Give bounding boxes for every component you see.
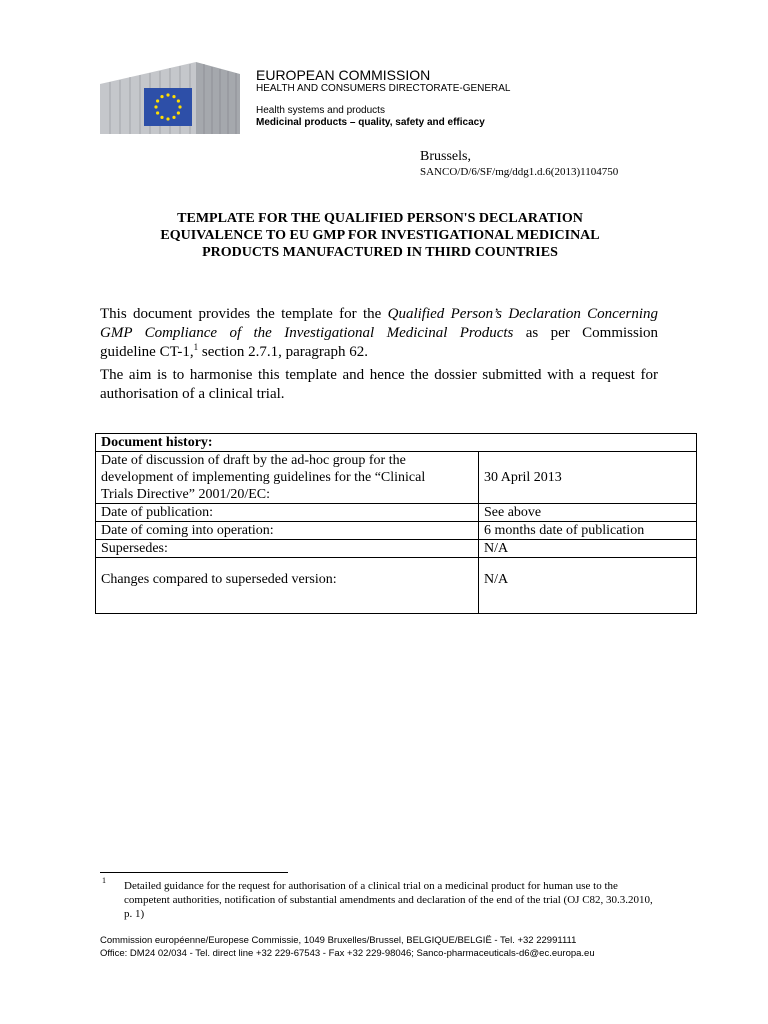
guideline-ref: guideline CT-1, — [100, 344, 194, 360]
document-reference: SANCO/D/6/SF/mg/ddg1.d.6(2013)1104750 — [420, 166, 619, 178]
footer-contact: Office: DM24 02/034 - Tel. direct line +32 229-67543 - Fax +32 229-98046; Sanco-pharmaceuticals-d6@ec.europa.eu — [100, 948, 595, 959]
eu-star-icon — [178, 105, 181, 108]
intro-line-2 — [100, 324, 658, 343]
footnote-ref[interactable]: 1 — [193, 342, 199, 352]
intro-italic-title: Qualified Person’s Declaration Concerning — [387, 306, 658, 322]
eu-star-icon — [172, 95, 175, 98]
history-label: Supersedes: — [96, 540, 479, 558]
unit-name: Health systems and products — [256, 105, 385, 116]
intro-line-1 — [100, 305, 658, 324]
history-label: Date of publication: — [96, 504, 479, 522]
intro-text: This document provides the template for the — [100, 306, 382, 322]
history-value: N/A — [479, 540, 697, 558]
logo-graphic — [100, 58, 240, 134]
intro-italic-title-cont: GMP Compliance of the Investigational Medicinal Products — [100, 325, 514, 341]
table-row — [96, 558, 697, 614]
intro-line-3 — [100, 343, 658, 362]
history-value: N/A — [479, 558, 697, 614]
footnote-separator — [100, 872, 288, 873]
eu-star-icon — [166, 93, 169, 96]
intro-text-cont: as per Commission — [525, 325, 659, 341]
intro-paragraph — [100, 305, 658, 362]
eu-star-icon — [156, 99, 159, 102]
document-history-table — [95, 433, 697, 614]
table-row — [96, 540, 697, 558]
page-footer — [100, 934, 595, 960]
table-row — [96, 504, 697, 522]
title-line: PRODUCTS MANUFACTURED IN THIRD COUNTRIES — [202, 245, 558, 260]
eu-star-icon — [160, 116, 163, 119]
aim-paragraph — [100, 366, 658, 404]
directorate-name: HEALTH AND CONSUMERS DIRECTORATE-GENERAL — [256, 83, 511, 94]
unit-subject: Medicinal products – quality, safety and efficacy — [256, 117, 485, 128]
label-line: development of implementing guidelines for the “Clinical — [101, 470, 426, 485]
eu-star-icon — [177, 111, 180, 114]
table-row — [96, 522, 697, 540]
eu-star-icon — [160, 95, 163, 98]
aim-line-1: The aim is to harmonise this template and hence the dossier submitted with a request for — [100, 367, 658, 383]
footnote-number: 1 — [102, 876, 106, 885]
title-line: TEMPLATE FOR THE QUALIFIED PERSON'S DECLARATION — [177, 211, 583, 226]
title-line: EQUIVALENCE TO EU GMP FOR INVESTIGATIONAL MEDICINAL — [160, 228, 600, 243]
commission-name: EUROPEAN COMMISSION — [256, 67, 431, 83]
document-title — [100, 210, 660, 261]
label-line: Date of discussion of draft by the ad-hoc group for the — [101, 453, 406, 468]
history-label — [96, 452, 479, 504]
eu-flag-building-logo-icon — [100, 58, 240, 134]
eu-star-icon — [177, 99, 180, 102]
history-label: Changes compared to superseded version: — [96, 558, 479, 614]
section-ref: section 2.7.1, paragraph 62. — [198, 344, 369, 360]
table-row — [96, 434, 697, 452]
footer-address: Commission européenne/Europese Commissie, 1049 Bruxelles/Brussel, BELGIQUE/BELGIË - Tel. +32 22991111 — [100, 935, 577, 946]
label-line: Trials Directive” 2001/20/EC: — [101, 487, 271, 502]
history-value: 6 months date of publication — [479, 522, 697, 540]
eu-star-icon — [154, 105, 157, 108]
history-value: 30 April 2013 — [479, 452, 697, 504]
eu-star-icon — [156, 111, 159, 114]
history-label: Date of coming into operation: — [96, 522, 479, 540]
table-row — [96, 452, 697, 504]
eu-star-icon — [166, 117, 169, 120]
place-of-issue: Brussels, — [420, 149, 471, 164]
history-heading: Document history: — [96, 434, 697, 452]
aim-line-2: authorisation of a clinical trial. — [100, 386, 285, 402]
footnote-text: Detailed guidance for the request for authorisation of a clinical trial on a medicinal product for human use to the competent authorities, notification of substantial amendments and declaration of the end of the trial (OJ C82, 30.3.2010, p. 1) — [124, 880, 653, 920]
eu-star-icon — [172, 116, 175, 119]
history-value: See above — [479, 504, 697, 522]
